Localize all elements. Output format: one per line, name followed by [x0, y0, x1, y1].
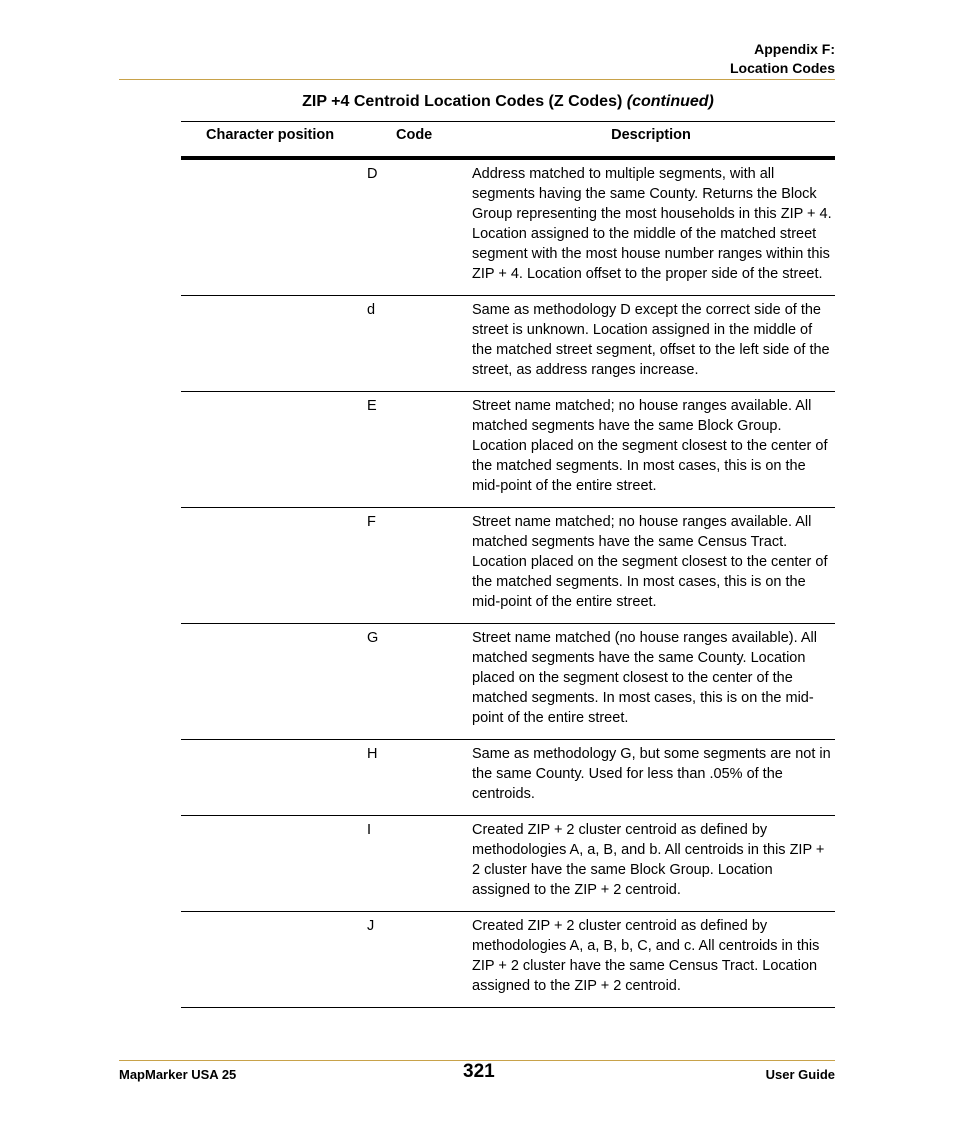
row-code: G	[367, 630, 379, 646]
running-header	[730, 40, 835, 78]
row-code: E	[367, 398, 377, 414]
table-row	[181, 816, 835, 912]
location-codes-table	[181, 121, 835, 1008]
column-header-code: Code	[396, 127, 433, 143]
table-row	[181, 508, 835, 624]
header-section: Location Codes	[729, 60, 835, 76]
row-description: Created ZIP + 2 cluster centroid as defined by methodologies A, a, B, b, C, and c. All centroids in this ZIP + 2 cluster have the same Census Tract. Location assigned to the ZIP + 2 centroid.	[472, 918, 820, 994]
row-code: H	[367, 746, 378, 762]
column-header-character-position: Character position	[206, 127, 335, 143]
table-row	[181, 624, 835, 740]
footer-doc-type: User Guide	[765, 1067, 835, 1082]
row-description: Created ZIP + 2 cluster centroid as defined by methodologies A, a, B, and b. All centroids in this ZIP + 2 cluster have the same Block Group. Location assigned to the ZIP + 2 centroid.	[472, 822, 825, 898]
row-code: I	[367, 822, 372, 838]
header-appendix: Appendix F:	[754, 41, 835, 57]
row-description: Same as methodology D except the correct side of the street is unknown. Location assigned in the middle of the matched street segment, offset to the left side of the street, as address ranges increase.	[472, 302, 830, 378]
column-header-description: Description	[611, 127, 691, 143]
row-code: d	[367, 302, 376, 318]
row-code: D	[367, 166, 378, 182]
table-row	[181, 160, 835, 296]
table-title-suffix: (continued)	[626, 93, 714, 110]
table-row	[181, 740, 835, 816]
row-description: Street name matched (no house ranges available). All matched segments have the same County. Location placed on the segment closest to the center of the matched segments. In most cases, this is on the mid-point of the entire street.	[472, 630, 817, 726]
row-description: Street name matched; no house ranges available. All matched segments have the same Block Group. Location placed on the segment closest to the center of the matched segments. In most cases, this is on the mid-point of the entire street.	[472, 398, 828, 494]
header-rule	[119, 79, 835, 80]
row-description: Same as methodology G, but some segments are not in the same County. Used for less than .05% of the centroids.	[472, 746, 831, 802]
table-row	[181, 296, 835, 392]
table-title-text: ZIP +4 Centroid Location Codes (Z Codes)	[302, 93, 623, 110]
row-code: J	[367, 918, 375, 934]
table-row	[181, 912, 835, 1008]
table-title	[181, 93, 835, 111]
footer-product: MapMarker USA 25	[119, 1067, 237, 1082]
table-header	[181, 121, 835, 160]
page-number: 321	[463, 1061, 495, 1082]
row-code: F	[367, 514, 376, 530]
table-row	[181, 392, 835, 508]
row-description: Street name matched; no house ranges available. All matched segments have the same Census Tract. Location placed on the segment closest to the center of the matched segments. In most cases, this is on the mid-point of the entire street.	[472, 514, 828, 610]
row-description: Address matched to multiple segments, with all segments having the same County. Returns the Block Group representing the most households in this ZIP + 4. Location assigned to the middle of the matched street segment with the most house number ranges within this ZIP + 4. Location offset to the proper side of the street.	[472, 166, 832, 282]
